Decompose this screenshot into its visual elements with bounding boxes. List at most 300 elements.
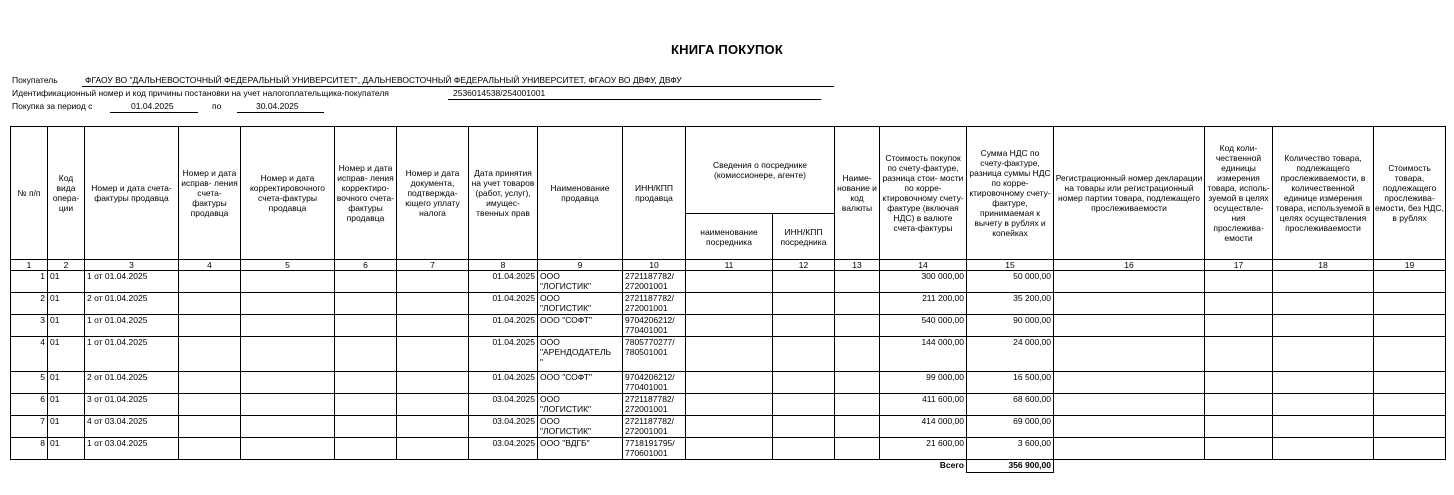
table-cell: [623, 438, 686, 460]
table-cell: [1205, 438, 1273, 460]
table-row: [11, 271, 1446, 293]
table-cell: [538, 271, 623, 293]
table-cell: [11, 416, 48, 438]
row-number: 3: [40, 315, 45, 325]
buyer-label: Покупатель: [12, 75, 58, 85]
table-cell: [1205, 416, 1273, 438]
seller-inn-line: 2721187782/: [625, 416, 675, 426]
table-cell: [469, 416, 538, 438]
table-cell: [1205, 394, 1273, 416]
table-cell: [85, 372, 179, 394]
period-line: [12, 101, 299, 111]
header-c4: Номер и дата исправ- ления счета- фактуры продавца: [179, 127, 241, 260]
table-cell: [1054, 315, 1205, 337]
table-cell: [880, 337, 967, 372]
header-c2: Код вида опера- ции: [48, 127, 85, 260]
period-to-underline: [237, 112, 324, 113]
table-cell: [469, 293, 538, 315]
invoice-number-date: 2 от 01.04.2025: [87, 293, 148, 303]
table-cell: [335, 416, 397, 438]
column-number: 18: [1273, 260, 1374, 271]
table-cell: [1054, 271, 1205, 293]
table-cell: [335, 438, 397, 460]
seller-inn-line: 9704206212/: [625, 372, 675, 382]
table-cell: [241, 416, 335, 438]
invoice-number-date: 3 от 01.04.2025: [87, 394, 148, 404]
total-value: 356 900,00: [967, 460, 1054, 473]
table-cell: [835, 372, 880, 394]
total-row: [11, 460, 1446, 473]
table-cell: [1374, 416, 1446, 438]
table-cell: [835, 293, 880, 315]
table-cell: [623, 315, 686, 337]
table-cell: [1374, 271, 1446, 293]
table-cell: [1205, 271, 1273, 293]
table-cell: [397, 337, 469, 372]
page-title: КНИГА ПОКУПОК: [670, 42, 783, 57]
header-c10: ИНН/КПП продавца: [623, 127, 686, 260]
table-cell: [397, 372, 469, 394]
table-cell: [397, 315, 469, 337]
header-c5: Номер и дата корректировочного счета-фактуры продавца: [241, 127, 335, 260]
table-cell: [1205, 337, 1273, 372]
table-cell: [773, 315, 835, 337]
vat-amount: 68 600,00: [1013, 394, 1051, 404]
operation-code: 01: [50, 315, 60, 325]
accept-date: 03.04.2025: [492, 416, 535, 426]
header-c19: Стоимость товара, подлежащего прослежива- емости, без НДС, в рублях: [1374, 127, 1446, 260]
table-cell: [773, 394, 835, 416]
vat-amount: 90 000,00: [1013, 315, 1051, 325]
table-cell: [967, 372, 1054, 394]
table-cell: [397, 416, 469, 438]
table-cell: [1205, 293, 1273, 315]
table-cell: [1273, 372, 1374, 394]
table-cell: [397, 438, 469, 460]
table-cell: [773, 337, 835, 372]
table-cell: [48, 372, 85, 394]
row-number: 6: [40, 394, 45, 404]
table-cell: [623, 372, 686, 394]
table-cell: [48, 337, 85, 372]
accept-date: 03.04.2025: [492, 394, 535, 404]
header-c13: Наиме- нование и код валюты: [835, 127, 880, 260]
table-cell: [48, 438, 85, 460]
table-cell: [48, 394, 85, 416]
column-number: 11: [686, 260, 773, 271]
table-cell: [85, 416, 179, 438]
operation-code: 01: [50, 416, 60, 426]
table-cell: [469, 337, 538, 372]
table-cell: [1273, 315, 1374, 337]
column-number: 19: [1374, 260, 1446, 271]
table-cell: [85, 293, 179, 315]
header-c18: Количество товара, подлежащего прослеживаемости, в количественной единице измерения товара, используемой в целях осуществления прослеживаемости: [1273, 127, 1374, 260]
table-cell: [397, 271, 469, 293]
table-cell: [835, 394, 880, 416]
invoice-number-date: 1 от 03.04.2025: [87, 438, 148, 448]
column-number-row: [11, 260, 1446, 271]
table-cell: [686, 416, 773, 438]
purchase-cost: 411 600,00: [922, 394, 964, 404]
seller-name-line: "ЛОГИСТИК": [540, 303, 592, 313]
header-c12: ИНН/КПП посредника: [773, 214, 835, 260]
table-cell: [538, 394, 623, 416]
table-row: [11, 394, 1446, 416]
table-cell: [241, 337, 335, 372]
table-cell: [538, 315, 623, 337]
column-number: 9: [538, 260, 623, 271]
seller-inn-line: 9704206212/: [625, 315, 675, 325]
table-row: [11, 438, 1446, 460]
period-to: 30.04.2025: [256, 101, 299, 111]
column-number: 12: [773, 260, 835, 271]
vat-amount: 69 000,00: [1013, 416, 1051, 426]
table-cell: [48, 293, 85, 315]
seller-inn-line: 770401001: [625, 325, 668, 335]
operation-code: 01: [50, 271, 60, 281]
purchase-cost: 300 000,00: [921, 271, 964, 281]
table-cell: [1054, 394, 1205, 416]
seller-inn-line: 7805770277/: [625, 337, 675, 347]
table-cell: [1374, 438, 1446, 460]
vat-amount: 16 500,00: [1013, 372, 1051, 382]
table-cell: [623, 337, 686, 372]
purchase-cost: 414 000,00: [921, 416, 964, 426]
accept-date: 01.04.2025: [492, 271, 535, 281]
table-cell: [623, 416, 686, 438]
table-cell: [469, 438, 538, 460]
row-number: 5: [40, 372, 45, 382]
column-number: 10: [623, 260, 686, 271]
table-cell: [1054, 416, 1205, 438]
table-cell: [967, 394, 1054, 416]
table-cell: [623, 293, 686, 315]
table-cell: [835, 438, 880, 460]
table-cell: [967, 438, 1054, 460]
table-row: [11, 293, 1446, 315]
header-c17: Код коли- чественной единицы измерения товара, исполь- зуемой в целях осуществле- ния прослежива- емости: [1205, 127, 1273, 260]
seller-name-line: "ЛОГИСТИК": [540, 281, 592, 291]
column-number: 3: [85, 260, 179, 271]
header-c11: наименование посредника: [686, 214, 773, 260]
table-body: [11, 271, 1446, 473]
column-number: 17: [1205, 260, 1273, 271]
period-to-label: по: [212, 101, 222, 111]
table-cell: [623, 394, 686, 416]
table-cell: [241, 293, 335, 315]
table-row: [11, 337, 1446, 372]
header-c14: Стоимость покупок по счету-фактуре, разница стои- мости по корре- ктировочному счету-фактуре (включая НДС) в валюте счета-фактуры: [880, 127, 967, 260]
seller-name-line: "ЛОГИСТИК": [540, 426, 592, 436]
table-cell: [773, 271, 835, 293]
table-cell: [1054, 372, 1205, 394]
seller-name-line: "АРЕНДОДАТЕЛЬ: [540, 347, 612, 357]
table-cell: [1374, 315, 1446, 337]
vat-amount: 24 000,00: [1013, 337, 1051, 347]
table-cell: [1273, 394, 1374, 416]
table-cell: [686, 394, 773, 416]
header-c9: Наименование продавца: [538, 127, 623, 260]
table-cell: [1205, 315, 1273, 337]
operation-code: 01: [50, 337, 60, 347]
purchase-cost: 99 000,00: [926, 372, 964, 382]
table-cell: [686, 438, 773, 460]
operation-code: 01: [50, 293, 60, 303]
seller-name-line: ООО "ВДГБ": [540, 438, 590, 448]
table-cell: [179, 271, 241, 293]
seller-name-line: "ЛОГИСТИК": [540, 404, 592, 414]
seller-name-line: ООО: [540, 293, 560, 303]
table-cell: [241, 394, 335, 416]
vat-amount: 50 000,00: [1013, 271, 1051, 281]
table-cell: [48, 271, 85, 293]
purchase-cost: 144 000,00: [921, 337, 964, 347]
table-cell: [469, 271, 538, 293]
table-cell: [335, 293, 397, 315]
table-cell: [241, 315, 335, 337]
table-cell: [538, 372, 623, 394]
seller-name-line: ООО: [540, 337, 560, 347]
purchase-cost: 211 200,00: [922, 293, 964, 303]
table-cell: [241, 372, 335, 394]
table-cell: [880, 394, 967, 416]
table-cell: [1205, 372, 1273, 394]
table-cell: [967, 337, 1054, 372]
column-number: 5: [241, 260, 335, 271]
table-cell: [469, 315, 538, 337]
vat-amount: 3 600,00: [1017, 438, 1051, 448]
vat-amount: 35 200,00: [1013, 293, 1051, 303]
table-cell: [179, 337, 241, 372]
header-c16: Регистрационный номер декларации на товары или регистрационный номер партии товара, подлежащего прослеживаемости: [1054, 127, 1205, 260]
table-cell: [11, 315, 48, 337]
table-cell: [335, 394, 397, 416]
seller-name-line: ООО: [540, 394, 560, 404]
table-cell: [48, 315, 85, 337]
inn-underline: [448, 99, 821, 100]
operation-code: 01: [50, 372, 60, 382]
table-cell: [179, 394, 241, 416]
seller-inn-line: 780501001: [625, 347, 668, 357]
period-label: Покупка за период с: [12, 101, 93, 111]
seller-inn-line: 7718191795/: [625, 438, 675, 448]
total-label: Всего: [939, 460, 964, 470]
table-cell: [397, 293, 469, 315]
table-cell: [335, 372, 397, 394]
table-cell: [1273, 438, 1374, 460]
invoice-number-date: 4 от 03.04.2025: [87, 416, 148, 426]
seller-inn-line: 272001001: [625, 281, 668, 291]
table-cell: [11, 337, 48, 372]
accept-date: 03.04.2025: [492, 438, 535, 448]
inn-label: Идентификационный номер и код причины постановки на учет налогоплательщика-покупателя: [12, 88, 389, 98]
column-number: 4: [179, 260, 241, 271]
table-cell: [179, 438, 241, 460]
row-number: 7: [40, 416, 45, 426]
table-cell: [11, 271, 48, 293]
table-cell: [48, 416, 85, 438]
table-cell: [880, 271, 967, 293]
header-row-top: [11, 127, 1446, 214]
table-cell: [773, 293, 835, 315]
table-cell: [967, 271, 1054, 293]
column-number: 15: [967, 260, 1054, 271]
column-number: 7: [397, 260, 469, 271]
table-cell: [1273, 337, 1374, 372]
accept-date: 01.04.2025: [492, 337, 535, 347]
seller-name-line: ООО "СОФТ": [540, 315, 592, 325]
table-cell: [335, 271, 397, 293]
column-number: 2: [48, 260, 85, 271]
table-cell: [880, 438, 967, 460]
table-cell: [880, 293, 967, 315]
accept-date: 01.04.2025: [492, 372, 535, 382]
accept-date: 01.04.2025: [492, 293, 535, 303]
seller-name-line: ООО "СОФТ": [540, 372, 592, 382]
table-cell: [1273, 416, 1374, 438]
table-cell: [179, 416, 241, 438]
inn-value: 2536014538/254001001: [453, 88, 546, 98]
table-cell: [11, 394, 48, 416]
operation-code: 01: [50, 394, 60, 404]
column-number: 8: [469, 260, 538, 271]
table-cell: [773, 416, 835, 438]
table-cell: [773, 438, 835, 460]
row-number: 4: [40, 337, 45, 347]
inn-line: [12, 88, 546, 98]
seller-name-line: ": [540, 357, 544, 367]
purchase-cost: 21 600,00: [926, 438, 964, 448]
table-cell: [335, 315, 397, 337]
table-cell: [335, 337, 397, 372]
seller-inn-line: 2721187782/: [625, 394, 675, 404]
header-c15: Сумма НДС по счету-фактуре, разница суммы НДС по корре- ктировочному счету-фактуре, принимаемая к вычету в рублях и копейках: [967, 127, 1054, 260]
table-cell: [1054, 438, 1205, 460]
table-cell: [241, 438, 335, 460]
table-cell: [835, 337, 880, 372]
seller-inn-line: 770601001: [625, 448, 668, 458]
table-cell: [85, 271, 179, 293]
table-cell: [1054, 293, 1205, 315]
table-cell: [469, 394, 538, 416]
purchase-book-table: [10, 126, 1446, 473]
table-cell: [469, 372, 538, 394]
column-number: 6: [335, 260, 397, 271]
column-number: 16: [1054, 260, 1205, 271]
table-row: [11, 416, 1446, 438]
table-cell: [538, 438, 623, 460]
table-cell: [880, 372, 967, 394]
table-cell: [1374, 293, 1446, 315]
header-c6: Номер и дата исправ- ления корректиро- вочного счета- фактуры продавца: [335, 127, 397, 260]
table-cell: [686, 293, 773, 315]
table-cell: [85, 337, 179, 372]
table-row: [11, 315, 1446, 337]
header-intermediary-group: Сведения о посреднике (комиссионере, агенте): [686, 127, 835, 214]
table-cell: [967, 416, 1054, 438]
buyer-underline: [82, 86, 834, 87]
table-cell: [179, 293, 241, 315]
table-cell: [11, 438, 48, 460]
table-cell: [179, 315, 241, 337]
table-cell: [1054, 337, 1205, 372]
row-number: 1: [40, 271, 45, 281]
header-c7: Номер и дата документа, подтвержда- ющего уплату налога: [397, 127, 469, 260]
period-from: 01.04.2025: [131, 101, 174, 111]
seller-inn-line: 272001001: [625, 404, 668, 414]
table-cell: [1374, 337, 1446, 372]
table-cell: [686, 372, 773, 394]
table-cell: [85, 315, 179, 337]
table-cell: [538, 293, 623, 315]
table-cell: [11, 372, 48, 394]
invoice-number-date: 2 от 01.04.2025: [87, 372, 148, 382]
table-cell: [880, 416, 967, 438]
table-cell: [538, 337, 623, 372]
column-number: 14: [880, 260, 967, 271]
table-cell: [11, 293, 48, 315]
header-c3: Номер и дата счета-фактуры продавца: [85, 127, 179, 260]
table-cell: [835, 315, 880, 337]
buyer-line: [12, 75, 682, 85]
column-number: 13: [835, 260, 880, 271]
period-from-underline: [110, 112, 198, 113]
seller-name-line: ООО: [540, 271, 560, 281]
table-cell: [1273, 271, 1374, 293]
table-cell: [880, 315, 967, 337]
row-number: 8: [40, 438, 45, 448]
accept-date: 01.04.2025: [492, 315, 535, 325]
purchase-cost: 540 000,00: [921, 315, 964, 325]
invoice-number-date: 1 от 01.04.2025: [87, 271, 148, 281]
operation-code: 01: [50, 438, 60, 448]
table-cell: [835, 271, 880, 293]
seller-inn-line: 272001001: [625, 426, 668, 436]
table-cell: [623, 271, 686, 293]
table-cell: [179, 372, 241, 394]
row-number: 2: [40, 293, 45, 303]
table-cell: [1374, 372, 1446, 394]
seller-name-line: ООО: [540, 416, 560, 426]
table-cell: [1374, 394, 1446, 416]
table-cell: [967, 293, 1054, 315]
table-cell: [85, 394, 179, 416]
seller-inn-line: 2721187782/: [625, 293, 675, 303]
invoice-number-date: 1 от 01.04.2025: [87, 315, 148, 325]
seller-inn-line: 2721187782/: [625, 271, 675, 281]
seller-inn-line: 770401001: [625, 382, 668, 392]
table-cell: [1273, 293, 1374, 315]
buyer-value: ФГАОУ ВО "ДАЛЬНЕВОСТОЧНЫЙ ФЕДЕРАЛЬНЫЙ УНИВЕРСИТЕТ", ДАЛЬНЕВОСТОЧНЫЙ ФЕДЕРАЛЬНЫЙ УНИВЕРСИТЕТ, ФГАОУ ВО ДВФУ, ДВФУ: [85, 75, 682, 85]
table-cell: [967, 315, 1054, 337]
table-cell: [773, 372, 835, 394]
header-c8: Дата принятия на учет товаров (работ, услуг), имущес- твенных прав: [469, 127, 538, 260]
table-cell: [538, 416, 623, 438]
table-cell: [686, 315, 773, 337]
table-cell: [686, 271, 773, 293]
table-cell: [241, 271, 335, 293]
invoice-number-date: 1 от 01.04.2025: [87, 337, 148, 347]
column-number: 1: [11, 260, 48, 271]
header-c1: № п/п: [11, 127, 48, 260]
seller-inn-line: 272001001: [625, 303, 668, 313]
table-cell: [686, 337, 773, 372]
table-cell: [835, 416, 880, 438]
total-blank: [1054, 460, 1446, 473]
table-row: [11, 372, 1446, 394]
table-cell: [85, 438, 179, 460]
